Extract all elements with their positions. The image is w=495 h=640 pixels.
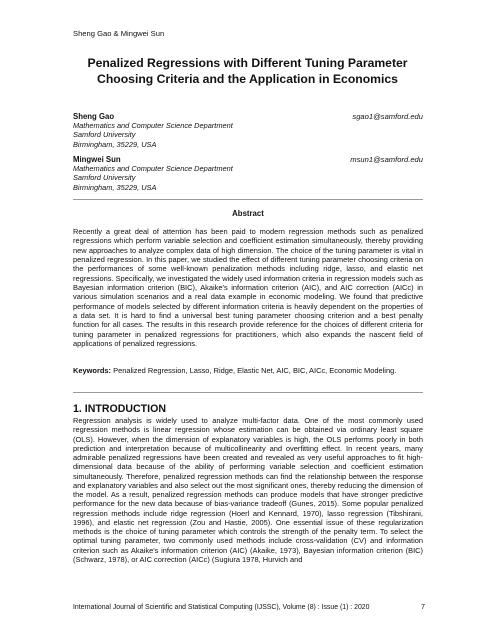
keywords-label: Keywords: [73, 366, 112, 375]
author-department: Mathematics and Computer Science Department [73, 164, 233, 174]
keywords-text: Penalized Regression, Lasso, Ridge, Elastic Net, AIC, BIC, AICc, Economic Modeling. [113, 366, 397, 375]
author-name: Mingwei Sun [73, 155, 121, 164]
author-name: Sheng Gao [73, 112, 115, 121]
running-head: Sheng Gao & Mingwei Sun [73, 29, 165, 38]
author-location: Birmingham, 35229, USA [73, 139, 157, 149]
author-email[interactable]: sgao1@samford.edu [352, 112, 423, 121]
abstract-body: Recently a great deal of attention has been paid to modern regression methods such as penalized regressions which perform variable selection and coefficient estimation simultaneously, thereby providing new approaches to analyze complex data of high dimension. The choice of the tuning parameter is vital in penalized regression. In this paper, we studied the effect of different tuning parameter choosing criteria on the performances of some well-known penalization methods including ridge, lasso, and elastic net regressions. Specifically, we investigated the widely used information criteria in regression models such as Bayesian information criterion (BIC), Akaike's information criterion (AIC), and AIC correction (AICc) in various simulation scenarios and a real data example in economic modeling. We found that predictive performance of models selected by different information criteria is heavily dependent on the properties of a data set. It is hard to find a universal best tuning parameter choosing criterion and a best penalty function for all cases. The results in this research provide reference for the choices of different criteria for tuning parameter in penalized regressions for practitioners, which also expands the nascent field of applications of penalized regressions. [73, 227, 423, 349]
section-body: Regression analysis is widely used to analyze multi-factor data. One of the most commonly used regression methods is linear regression whose estimation can be obtained via ordinary least square (OLS). However, when the dimension of explanatory variables is high, the OLS performs poorly in both prediction and interpretation because of multicollinearity and overfitting effect. In recent years, many admirable penalized regressions have been created and revealed as very useful approaches to fit high-dimensional data because of the ability of performing variable selection and coefficient estimation simultaneously. Therefore, penalized regression methods can find the relationship between the response and explanatory variables and also select out the most significant ones, thereby reducing the dimension of the model. As a result, penalized regression methods can produce models that have stronger predictive performance for the new data because of bias-variance tradeoff (Gunes, 2015). Some popular penalized regression methods include ridge regression (Hoerl and Kennard, 1970), lasso regression (Tibshirani, 1996), and elastic net regression (Zou and Hastie, 2005). One essential issue of these regularization methods is the choice of tuning parameter which controls the strength of the penalty term. To select the optimal tuning parameter, two commonly used methods include cross-validation (CV) and information criterion such as Akaike's information criterion (AIC) (Akaike, 1973), Bayesian information criterion (BIC) (Schwarz, 1978), or AIC correction (AICc) (Sugiura 1978, Hurvich and [73, 416, 423, 564]
divider [73, 392, 423, 393]
author-institution: Samford University [73, 173, 136, 183]
author-block [73, 155, 423, 192]
author-department: Mathematics and Computer Science Department [73, 121, 233, 131]
keywords [73, 366, 423, 375]
author-location: Birmingham, 35229, USA [73, 182, 157, 192]
author-institution: Samford University [73, 130, 136, 140]
paper-title: Penalized Regressions with Different Tuning Parameter Choosing Criteria and the Application in Economics [87, 56, 408, 86]
section-heading: 1. INTRODUCTION [73, 403, 166, 415]
page-number: 7 [421, 604, 425, 611]
author-email[interactable]: msun1@samford.edu [350, 155, 423, 164]
author-block [73, 112, 423, 149]
divider [73, 199, 423, 200]
abstract-heading: Abstract [232, 209, 264, 218]
footer-journal: International Journal of Scientific and Statistical Computing (IJSSC), Volume (8) : Issue (1) : 2020 [73, 604, 370, 611]
